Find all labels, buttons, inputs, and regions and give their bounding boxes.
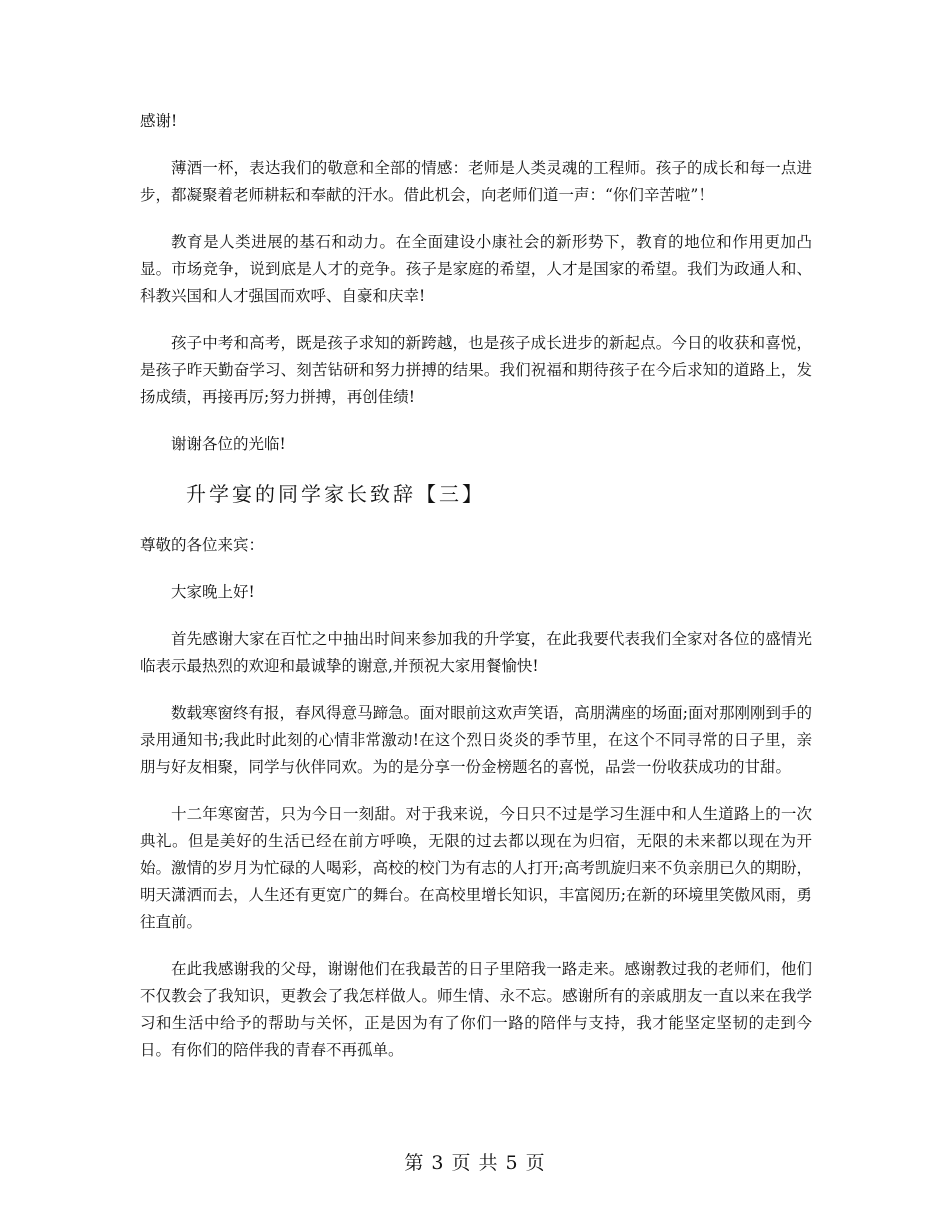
paragraph-thanks-presence: 谢谢各位的光临! <box>171 435 286 453</box>
paragraph-education: 教育是人类进展的基石和动力。在全面建设小康社会的新形势下，教育的地位和作用更加凸显。市场竞争，说到底是人才的竞争。孩子是家庭的希望，人才是国家的希望。我们为政通人和、科教兴国和人才强国而欢呼、自豪和庆幸! <box>140 233 812 305</box>
paragraph-celebration: 数载寒窗终有报，春风得意马蹄急。面对眼前这欢声笑语，高朋满座的场面;面对那刚刚到手的录用通知书;我此时此刻的心情非常激动!在这个烈日炎炎的季节里，在这个不同寻常的日子里，亲朋与好友相聚，同学与伙伴同欢。为的是分享一份金榜题名的喜悦，品尝一份收获成功的甘甜。 <box>140 704 812 776</box>
paragraph-gratitude: 在此我感谢我的父母，谢谢他们在我最苦的日子里陪我一路走来。感谢教过我的老师们，他们不仅教会了我知识，更教会了我怎样做人。师生情、永不忘。感谢所有的亲戚朋友一直以来在我学习和生活中给予的帮助与关怀，正是因为有了你们一路的陪伴与支持，我才能坚定坚韧的走到今日。有你们的陪伴我的青春不再孤单。 <box>140 960 812 1059</box>
greeting: 大家晚上好! <box>171 583 255 601</box>
paragraph-exams: 孩子中考和高考，既是孩子求知的新跨越，也是孩子成长进步的新起点。今日的收获和喜悦，是孩子昨天勤奋学习、刻苦钻研和努力拼搏的结果。我们祝福和期待孩子在今后求知的道路上，发扬成绩，再接再厉;努力拼搏，再创佳绩! <box>140 334 812 406</box>
page-footer: 第 3 页 共 5 页 <box>404 1152 546 1174</box>
paragraph-toast-teachers: 薄酒一杯，表达我们的敬意和全部的情感：老师是人类灵魂的工程师。孩子的成长和每一点进步，都凝聚着老师耕耘和奉献的汗水。借此机会，向老师们道一声：“你们辛苦啦”！ <box>140 159 812 204</box>
paragraph-welcome: 首先感谢大家在百忙之中抽出时间来参加我的升学宴，在此我要代表我们全家对各位的盛情光临表示最热烈的欢迎和最诚挚的谢意,并预祝大家用餐愉快! <box>140 630 812 675</box>
section-heading: 升学宴的同学家长致辞【三】 <box>186 482 485 506</box>
closing-thanks: 感谢! <box>140 112 178 130</box>
document-body <box>140 108 812 1084</box>
salutation: 尊敬的各位来宾： <box>140 536 265 554</box>
paragraph-twelve-years: 十二年寒窗苦，只为今日一刻甜。对于我来说，今日只不过是学习生涯中和人生道路上的一次典礼。但是美好的生活已经在前方呼唤，无限的过去都以现在为归宿，无限的未来都以现在为开始。激情的岁月为忙碌的人喝彩，高校的校门为有志的人打开;高考凯旋归来不负亲朋已久的期盼，明天潇洒而去，人生还有更宽广的舞台。在高校里增长知识，丰富阅历;在新的环境里笑傲风雨，勇往直前。 <box>140 805 812 931</box>
